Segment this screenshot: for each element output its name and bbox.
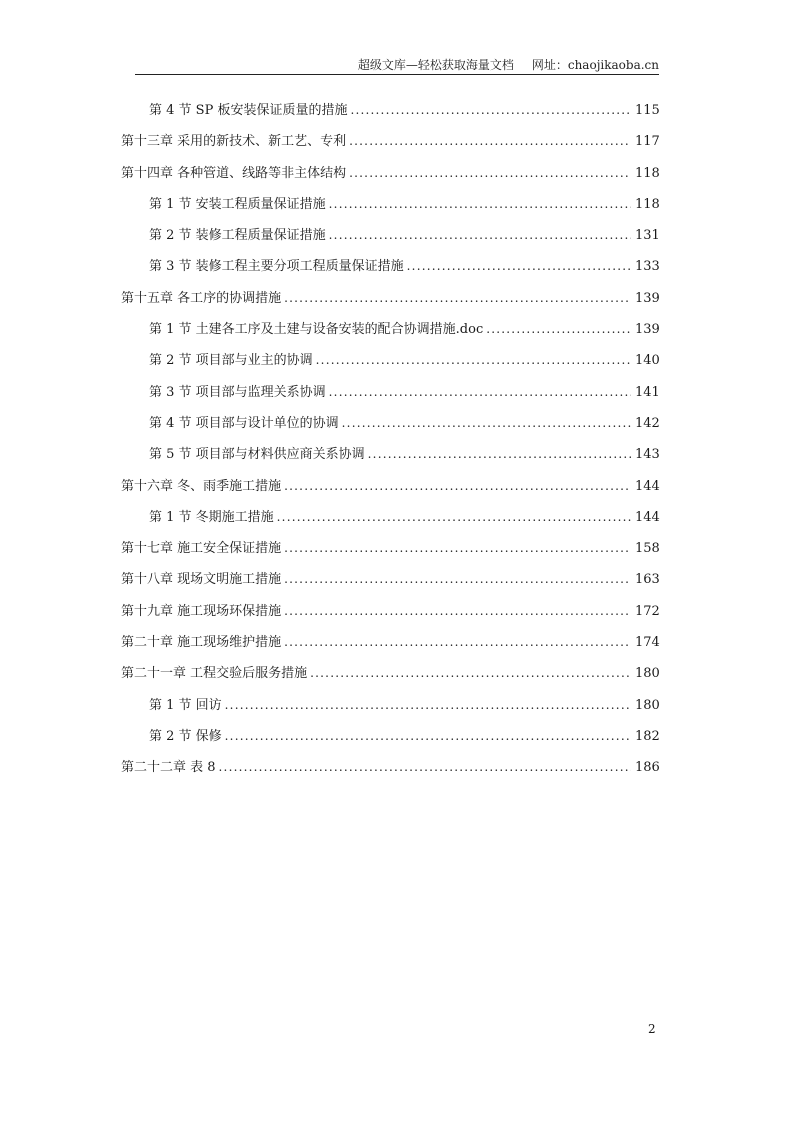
toc-chapter-entry[interactable] — [121, 473, 686, 504]
toc-chapter-entry[interactable] — [121, 128, 686, 159]
toc-entry-title: 第 4 节 SP 板安装保证质量的措施 — [149, 103, 348, 118]
toc-entry-title: 第 3 节 项目部与监理关系协调 — [149, 384, 326, 400]
toc-section-entry[interactable] — [121, 347, 686, 378]
toc-section-entry[interactable] — [121, 316, 686, 347]
toc-entry-page-number: 174 — [635, 635, 660, 651]
toc-dot-leader — [350, 97, 631, 123]
toc-dot-leader — [486, 316, 631, 342]
toc-dot-leader — [277, 504, 631, 530]
toc-entry-page-number: 180 — [635, 697, 660, 713]
toc-entry-title: 第 2 节 保修 — [149, 728, 222, 744]
toc-chapter-entry[interactable] — [121, 598, 686, 629]
toc-entry-page-number: 141 — [635, 384, 660, 400]
toc-dot-leader — [329, 222, 631, 248]
toc-entry-page-number: 163 — [635, 572, 660, 588]
page-number: 2 — [648, 1022, 656, 1036]
toc-chapter-entry[interactable] — [121, 754, 686, 785]
toc-dot-leader — [284, 629, 631, 655]
toc-entry-page-number: 142 — [635, 415, 660, 431]
toc-section-entry[interactable] — [121, 692, 686, 723]
toc-dot-leader — [349, 160, 631, 186]
toc-entry-title: 第 1 节 冬期施工措施 — [149, 509, 274, 525]
toc-section-entry[interactable] — [121, 97, 686, 128]
toc-entry-title: 第十五章 各工序的协调措施 — [121, 290, 282, 306]
header-site-name: 超级文库—轻松获取海量文档 — [357, 58, 514, 72]
toc-entry-title: 第 5 节 项目部与材料供应商关系协调 — [149, 447, 365, 463]
toc-entry-title: 第 2 节 项目部与业主的协调 — [149, 353, 313, 369]
toc-entry-page-number: 144 — [635, 478, 660, 494]
toc-entry-title: 第十七章 施工安全保证措施 — [121, 541, 282, 557]
toc-entry-title: 第 4 节 项目部与设计单位的协调 — [149, 415, 339, 431]
toc-dot-leader — [316, 347, 631, 373]
toc-dot-leader — [219, 754, 631, 780]
toc-dot-leader — [329, 191, 631, 217]
toc-dot-leader — [284, 598, 631, 624]
toc-section-entry[interactable] — [121, 222, 686, 253]
toc-entry-title: 第 1 节 安装工程质量保证措施 — [149, 196, 326, 212]
toc-chapter-entry[interactable] — [121, 629, 686, 660]
toc-entry-page-number: 139 — [635, 322, 660, 338]
toc-entry-page-number: 115 — [635, 103, 660, 118]
table-of-contents — [121, 97, 686, 786]
toc-dot-leader — [225, 692, 631, 718]
toc-entry-title: 第二十二章 表 8 — [121, 760, 216, 776]
toc-entry-title: 第十九章 施工现场环保措施 — [121, 603, 282, 619]
toc-entry-title: 第 1 节 回访 — [149, 697, 222, 713]
toc-section-entry[interactable] — [121, 410, 686, 441]
toc-chapter-entry[interactable] — [121, 566, 686, 597]
toc-entry-page-number: 118 — [635, 196, 660, 212]
toc-entry-page-number: 131 — [635, 228, 660, 244]
toc-dot-leader — [225, 723, 631, 749]
toc-entry-page-number: 186 — [635, 760, 660, 776]
toc-entry-title: 第十四章 各种管道、线路等非主体结构 — [121, 165, 347, 181]
toc-entry-page-number: 143 — [635, 447, 660, 463]
toc-entry-title: 第 3 节 装修工程主要分项工程质量保证措施 — [149, 259, 404, 275]
page-header — [135, 54, 659, 75]
toc-dot-leader — [368, 441, 631, 467]
toc-dot-leader — [407, 253, 631, 279]
toc-entry-title: 第十六章 冬、雨季施工措施 — [121, 478, 282, 494]
toc-entry-title: 第十八章 现场文明施工措施 — [121, 572, 282, 588]
toc-entry-page-number: 158 — [635, 541, 660, 557]
toc-entry-title: 第二十章 施工现场维护措施 — [121, 635, 282, 651]
toc-dot-leader — [284, 285, 631, 311]
toc-section-entry[interactable] — [121, 379, 686, 410]
toc-entry-page-number: 140 — [635, 353, 660, 369]
toc-section-entry[interactable] — [121, 504, 686, 535]
toc-entry-page-number: 172 — [635, 603, 660, 619]
toc-entry-title: 第 2 节 装修工程质量保证措施 — [149, 228, 326, 244]
header-text — [358, 56, 659, 73]
toc-entry-page-number: 180 — [635, 666, 660, 682]
toc-dot-leader — [284, 566, 631, 592]
toc-chapter-entry[interactable] — [121, 535, 686, 566]
toc-entry-title: 第二十一章 工程交验后服务措施 — [121, 666, 308, 682]
toc-dot-leader — [310, 660, 631, 686]
toc-dot-leader — [342, 410, 631, 436]
toc-chapter-entry[interactable] — [121, 285, 686, 316]
toc-chapter-entry[interactable] — [121, 160, 686, 191]
toc-section-entry[interactable] — [121, 253, 686, 284]
toc-section-entry[interactable] — [121, 723, 686, 754]
toc-entry-title: 第 1 节 土建各工序及土建与设备安装的配合协调措施.doc — [149, 322, 484, 338]
toc-entry-page-number: 133 — [635, 259, 660, 275]
toc-entry-page-number: 118 — [635, 165, 660, 181]
toc-entry-title: 第十三章 采用的新技术、新工艺、专利 — [121, 134, 347, 150]
toc-entry-page-number: 139 — [635, 290, 660, 306]
header-url[interactable]: 网址：chaojikaoba.cn — [531, 58, 659, 72]
toc-dot-leader — [284, 535, 631, 561]
toc-dot-leader — [329, 379, 631, 405]
toc-chapter-entry[interactable] — [121, 660, 686, 691]
toc-section-entry[interactable] — [121, 441, 686, 472]
toc-dot-leader — [284, 473, 631, 499]
toc-entry-page-number: 182 — [635, 728, 660, 744]
toc-entry-page-number: 117 — [635, 134, 660, 150]
toc-dot-leader — [349, 128, 631, 154]
toc-entry-page-number: 144 — [635, 509, 660, 525]
toc-section-entry[interactable] — [121, 191, 686, 222]
